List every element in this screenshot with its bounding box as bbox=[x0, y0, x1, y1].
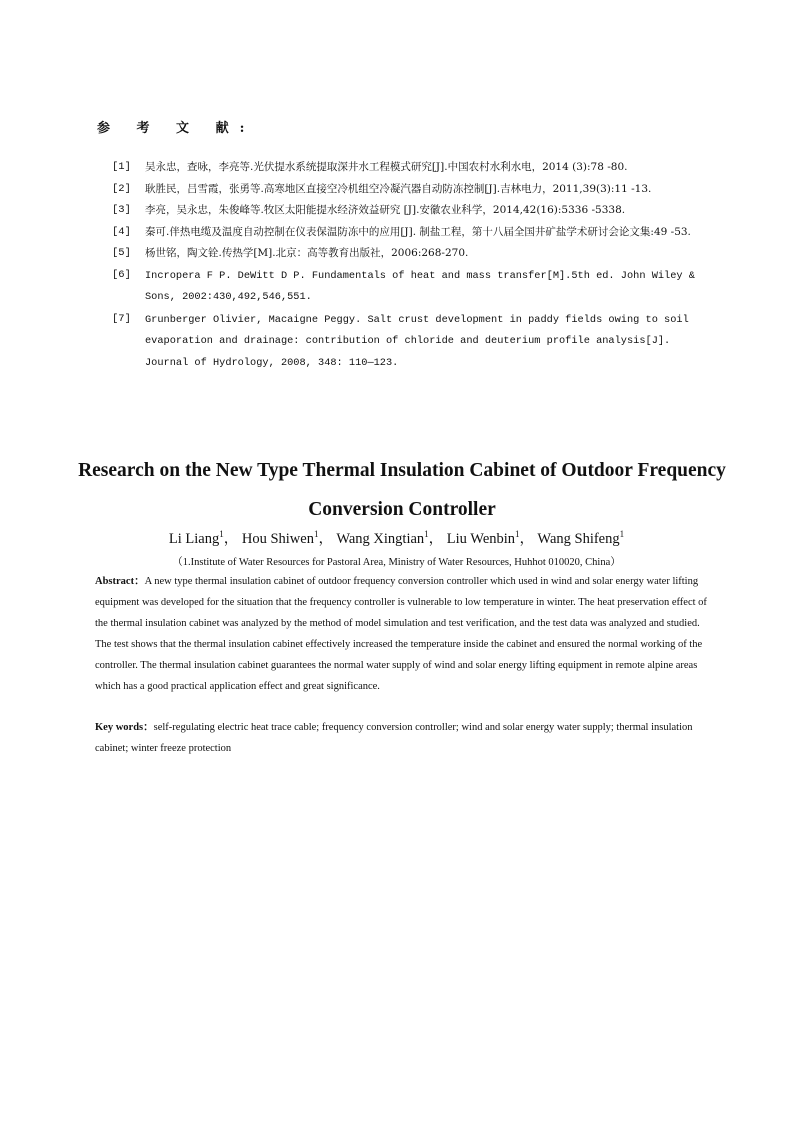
author-list bbox=[0, 527, 793, 548]
reference-item-7 bbox=[112, 309, 712, 374]
author-name: Hou Shiwen bbox=[241, 531, 314, 547]
references-heading: 参 考 文 献: bbox=[97, 121, 256, 136]
keywords bbox=[95, 717, 707, 759]
reference-item-5 bbox=[112, 243, 712, 264]
author-affiliation-mark: 1 bbox=[424, 529, 429, 539]
reference-text: Incropera F P. DeWitt D P. Fundamentals of heat and mass transfer[M].5th ed. John Wiley & Sons, 2002:430,492,546,551. bbox=[145, 269, 695, 303]
reference-number: [4] bbox=[112, 225, 131, 238]
reference-item-2 bbox=[112, 179, 712, 200]
author-name: Wang Shifeng bbox=[537, 531, 620, 547]
reference-text: 秦可.伴热电缆及温度自动控制在仪表保温防冻中的应用[J]. 制盐工程，第十八届全国井矿盐学术研讨会论文集:49 -53. bbox=[145, 225, 691, 238]
reference-text: 吴永忠，查咏，李亮等.光伏提水系统提取深井水工程模式研究[J].中国农村水利水电，2014 (3):78 -80. bbox=[145, 161, 628, 173]
reference-item-4 bbox=[112, 222, 712, 243]
abstract-label: Abstract： bbox=[95, 576, 145, 587]
abstract bbox=[95, 571, 707, 697]
author-separator: ， bbox=[428, 531, 444, 547]
reference-number: [3] bbox=[112, 204, 131, 216]
reference-number: [7] bbox=[112, 312, 131, 325]
reference-number: [1] bbox=[112, 161, 131, 173]
reference-item-3 bbox=[112, 200, 712, 221]
author-name: Wang Xingtian bbox=[336, 531, 425, 547]
keywords-label: Key words： bbox=[95, 722, 154, 733]
abstract-text: A new type thermal insulation cabinet of outdoor frequency conversion controller which used in wind and solar energy water lifting equipment was developed for the situation that the frequency controller is vulnerable to low temperature in winter. The heat preservation effect of the thermal insulation cabinet was analyzed by the method of model simulation and test verification, and the test data was analyzed and studied. The test shows that the thermal insulation cabinet effectively increased the temperature inside the cabinet and ensured the normal working of the controller. The thermal insulation cabinet guarantees the normal water supply of wind and solar energy lifting equipment in remote alpine areas which has a good practical application effect and great significance. bbox=[95, 576, 707, 692]
reference-text: 李亮，吴永忠，朱俊峰等.牧区太阳能提水经济效益研究 [J].安徽农业科学，2014,42(16):5336 -5338. bbox=[145, 204, 626, 216]
author-affiliation-mark: 1 bbox=[515, 529, 520, 539]
reference-text: 杨世铭，陶文铨.传热学[M].北京：高等教育出版社，2006:268-270. bbox=[145, 247, 469, 259]
author-name: Li Liang bbox=[168, 531, 220, 547]
reference-item-1 bbox=[112, 157, 712, 178]
reference-list bbox=[112, 157, 712, 374]
author-affiliation-mark: 1 bbox=[619, 529, 625, 539]
paper-title: Research on the New Type Thermal Insulation Cabinet of Outdoor Frequency Conversion Controller bbox=[78, 460, 726, 520]
author-separator: ， bbox=[223, 531, 239, 547]
author-separator: ， bbox=[519, 531, 535, 547]
reference-text: 耿胜民，吕雪霞，张勇等.高寒地区直接空冷机组空冷凝汽器自动防冻控制[J].吉林电力，2011,39(3):11 -13. bbox=[145, 182, 652, 195]
reference-number: [5] bbox=[112, 247, 131, 259]
author-name: Liu Wenbin bbox=[446, 531, 516, 547]
author-affiliation-mark: 1 bbox=[219, 529, 224, 539]
author-affiliation-mark: 1 bbox=[313, 529, 319, 539]
reference-number: [6] bbox=[112, 268, 131, 281]
author-separator: ， bbox=[318, 531, 333, 547]
reference-text: Grunberger Olivier, Macaigne Peggy. Salt crust development in paddy fields owing to soil evaporation and drainage: contribution of chloride and deuterium profile analysis[J]. Journal of Hydrology, 2008, 348: 110—123. bbox=[145, 313, 689, 369]
keywords-text: self-regulating electric heat trace cable; frequency conversion controller; wind and solar energy water supply; thermal insulation cabinet; winter freeze protection bbox=[95, 722, 693, 754]
affiliation: （1.Institute of Water Resources for Pastoral Area, Ministry of Water Resources, Huhhot 010020, China） bbox=[172, 557, 621, 568]
reference-number: [2] bbox=[112, 182, 131, 195]
reference-item-6 bbox=[112, 265, 712, 308]
